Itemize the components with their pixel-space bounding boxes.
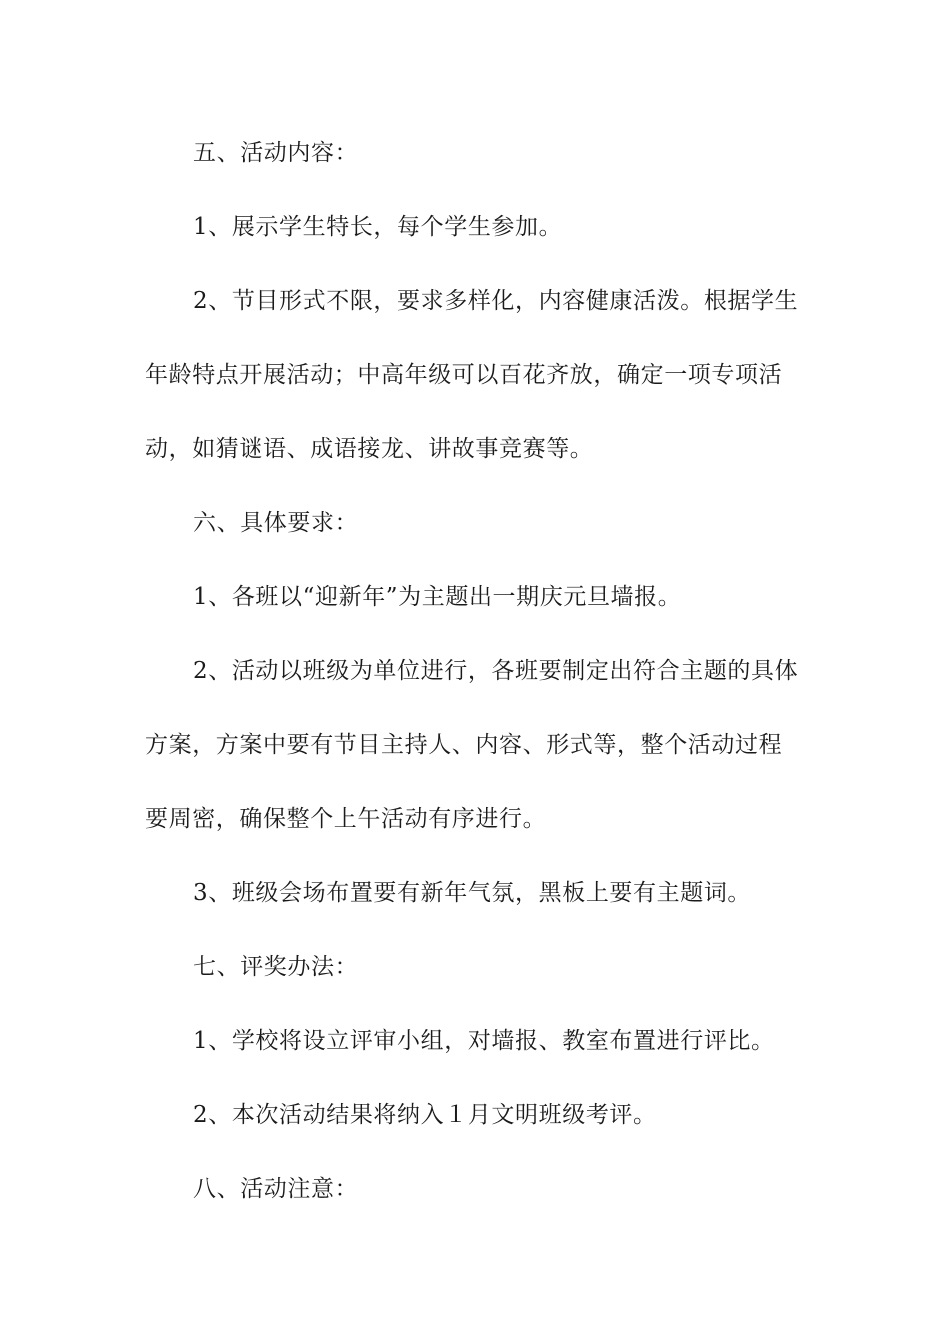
section-heading-requirements: 六、具体要求： xyxy=(193,510,359,536)
paragraph-line: 2、节目形式不限，要求多样化，内容健康活泼。根据学生 xyxy=(193,288,799,314)
paragraph-line: 1、展示学生特长，每个学生参加。 xyxy=(193,214,563,240)
paragraph-line: 要周密，确保整个上午活动有序进行。 xyxy=(145,806,547,832)
paragraph-line: 方案，方案中要有节目主持人、内容、形式等，整个活动过程 xyxy=(145,732,783,758)
paragraph-line: 年龄特点开展活动；中高年级可以百花齐放，确定一项专项活 xyxy=(145,362,783,388)
paragraph-line: 3、班级会场布置要有新年气氛，黑板上要有主题词。 xyxy=(193,880,752,906)
paragraph-line: 2、活动以班级为单位进行，各班要制定出符合主题的具体 xyxy=(193,658,799,684)
paragraph-line: 1、各班以“迎新年”为主题出一期庆元旦墙报。 xyxy=(193,584,682,610)
paragraph-line: 动，如猜谜语、成语接龙、讲故事竞赛等。 xyxy=(145,436,594,462)
section-heading-activity-content: 五、活动内容： xyxy=(193,140,359,166)
section-heading-notes: 八、活动注意： xyxy=(193,1176,359,1202)
paragraph-line: 2、本次活动结果将纳入１月文明班级考评。 xyxy=(193,1102,657,1128)
paragraph-line: 1、学校将设立评审小组，对墙报、教室布置进行评比。 xyxy=(193,1028,775,1054)
section-heading-awards: 七、评奖办法： xyxy=(193,954,359,980)
